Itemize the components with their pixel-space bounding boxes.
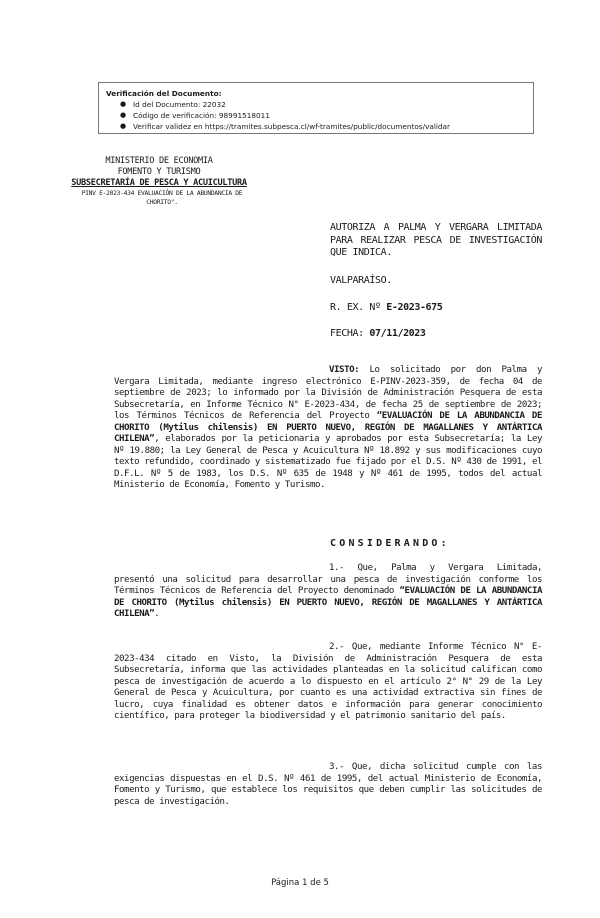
verification-item-url[interactable]: ● Verificar validez en https://tramites.subpesca.cl/wf-tramites/public/documentos/validar	[120, 122, 451, 131]
considerando-heading: CONSIDERANDO:	[330, 538, 450, 549]
bullet-icon: ●	[120, 100, 127, 108]
ministry-header	[36, 156, 282, 189]
considerando-3: 3.- Que, dicha solicitud cumple con las exigencias dispuestas en el D.S. Nº 461 de 1995, del actual Ministerio de Economía, Fomento y Turismo, que establece los requisitos que deben cumplir las solicitudes de pesca de investigación.	[114, 762, 542, 807]
considerando-2: 2.- Que, mediante Informe Técnico N° E-2023-434 citado en Visto, la División de Administración Pesquera de esta Subsecretaría, informa que las actividades planteadas en la solicitud califican como pesca de investigación de acuerdo a lo dispuesto en el artículo 2° N° 29 de la Ley General de Pesca y Acuicultura, por cuanto es una actividad extractiva sin fines de lucro, cuya finalidad es obtener datos e información para generar conocimiento científico, para proteger la biodiversidad y el patrimonio sanitario del país.	[114, 642, 542, 721]
project-title: “EVALUACIÓN DE LA ABUNDANCIA DE CHORITO (Mytilus chilensis) EN PUERTO NUEVO, REGIÓN DE MAGALLANES Y ANTÁRTICA CHILENA”	[114, 411, 542, 444]
resolution-subject: AUTORIZA A PALMA Y VERGARA LIMITADA PARA REALIZAR PESCA DE INVESTIGACIÓN QUE INDICA.	[330, 222, 542, 258]
verification-title: Verificación del Documento:	[106, 89, 222, 98]
pinv-reference: PINV E-2023-434 EVALUACIÓN DE LA ABUNDANCIA DE CHORITO".	[81, 190, 243, 206]
bullet-icon: ●	[120, 111, 127, 119]
verification-item-code: ● Código de verificación: 98991518011	[120, 111, 270, 120]
visto-paragraph: VISTO: Lo solicitado por don Palma y Vergara Limitada, mediante ingreso electrónico E-PINV-2023-359, de fecha 04 de septiembre de 2023; lo informado por la División de Administración Pesquera de esta Subsecretaría, en Informe Técnico N° E-2023-434, de fecha 25 de septiembre de 2023; los Términos Técnicos de Referencia del Proyecto “EVALUACIÓN DE LA ABUNDANCIA DE CHORITO (Mytilus chilensis) EN PUERTO NUEVO, REGIÓN DE MAGALLANES Y ANTÁRTICA CHILENA”, elaborados por la peticionaria y aprobados por esta Subsecretaría; la Ley Nº 19.880; la Ley General de Pesca y Acuicultura Nº 18.892 y sus modificaciones cuyo texto refundido, coordinado y sistematizado fue fijado por el D.S. Nº 430 de 1991, el D.F.L. Nº 5 de 1983, los D.S. Nº 635 de 1948 y Nº 461 de 1995, todos del actual Ministerio de Economía, Fomento y Turismo.	[114, 365, 542, 490]
resolution-date: FECHA: 07/11/2023	[330, 328, 426, 339]
verification-list	[106, 99, 533, 132]
bullet-icon: ●	[120, 122, 127, 130]
resolution-number: R. EX. Nº E-2023-675	[330, 302, 443, 313]
subsecretaria-name: SUBSECRETARÍA DE PESCA Y ACUICULTURA	[71, 178, 247, 188]
verification-item-id: ● Id del Documento: 22032	[120, 100, 226, 109]
verification-box	[98, 82, 534, 134]
ministry-name-2: FOMENTO Y TURISMO	[117, 167, 201, 177]
page-number: Página 1 de 5	[271, 878, 329, 888]
ministry-name: MINISTERIO DE ECONOMIA	[105, 156, 213, 166]
considerando-1: 1.- Que, Palma y Vergara Limitada, presentó una solicitud para desarrollar una pesca de investigación conforme los Términos Técnicos de Referencia del Proyecto denominado “EVALUACIÓN DE LA ABUNDANCIA DE CHORITO (Mytilus chilensis) EN PUERTO NUEVO, REGIÓN DE MAGALLANES Y ANTÁRTICA CHILENA”.	[114, 563, 542, 619]
city: VALPARAÍSO.	[330, 275, 392, 286]
